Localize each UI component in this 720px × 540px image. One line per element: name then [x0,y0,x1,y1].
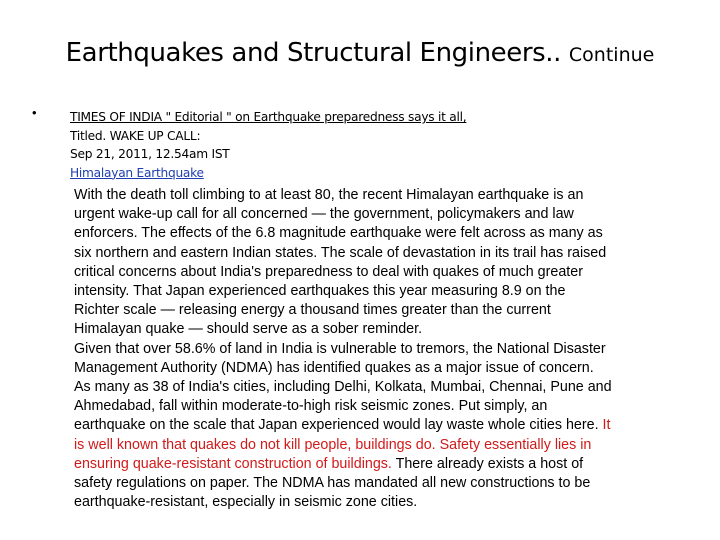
body-text: There already exists a host of [395,455,584,472]
body-line: Ahmedabad, fall within moderate-to-high risk seismic zones. Put simply, an [74,398,548,415]
emphasis-text: It [602,417,611,434]
heading-line-title: Titled. WAKE UP CALL: [70,128,201,143]
body-line: Management Authority (NDMA) has identified quakes as a major issue of concern. [74,359,594,376]
body-line: Himalayan quake — should serve as a sober reminder. [74,321,423,338]
emphasis-line: is well known that quakes do not kill people, buildings do. Safety essentially lies in [74,436,592,453]
body-line: urgent wake-up call for all concerned — the government, policymakers and law [74,206,574,223]
body-line: safety regulations on paper. The NDMA has mandated all new constructions to be [74,475,591,492]
bullet-icon: • [32,105,37,120]
slide-title [0,38,720,68]
slide-title-main: Earthquakes and Structural Engineers.. [65,38,562,68]
body-line: Richter scale — releasing energy a thousand times greater than the current [74,302,551,319]
body-line: critical concerns about India's preparedness to deal with quakes of much greater [74,263,583,280]
article-heading [70,108,466,182]
himalayan-earthquake-link[interactable]: Himalayan Earthquake [70,165,204,180]
heading-line-source: TIMES OF INDIA " Editorial " on Earthquake preparedness says it all, [70,110,467,124]
body-line: enforcers. The effects of the 6.8 magnitude earthquake were felt across as many as [74,225,603,242]
body-line: With the death toll climbing to at least 80, the recent Himalayan earthquake is an [74,187,584,203]
body-text: earthquake on the scale that Japan experienced would lay waste whole cities here. [74,417,599,434]
slide-title-suffix: Continue [568,44,655,66]
body-line: six northern and eastern Indian states. The scale of devastation in its trail has raised [74,244,607,261]
body-line [74,416,686,435]
emphasis-text: ensuring quake-resistant construction of buildings. [74,455,392,472]
body-line: Given that over 58.6% of land in India is vulnerable to tremors, the National Disaster [74,340,606,357]
body-line: intensity. That Japan experienced earthquakes this year measuring 8.9 on the [74,283,566,300]
heading-line-date: Sep 21, 2011, 12.54am IST [70,147,230,161]
body-line [74,455,686,474]
article-body [74,186,686,512]
body-line: As many as 38 of India's cities, including Delhi, Kolkata, Mumbai, Chennai, Pune and [74,379,612,396]
body-line: earthquake-resistant, especially in seismic zone cities. [74,494,418,511]
